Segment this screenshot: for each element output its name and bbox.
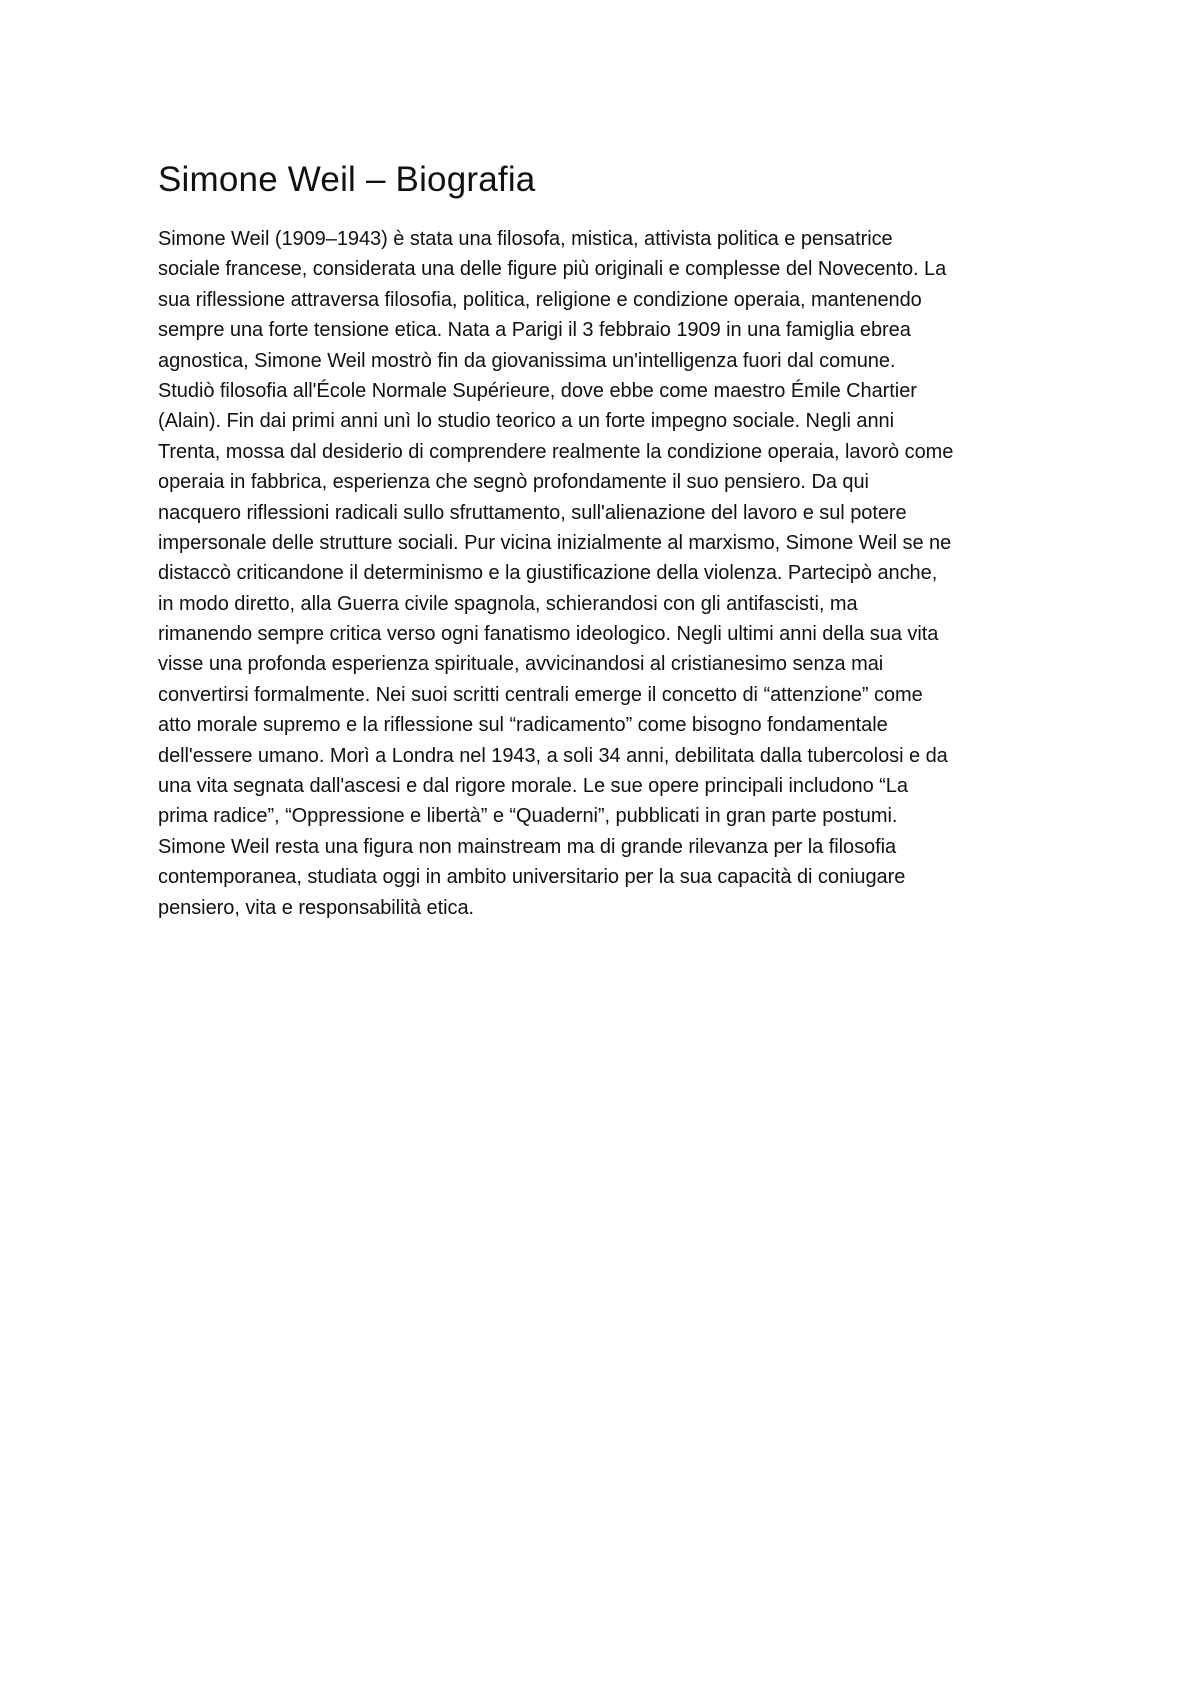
document-body <box>158 224 1058 923</box>
body-line: contemporanea, studiata oggi in ambito universitario per la sua capacità di coniugare <box>158 866 906 889</box>
body-line: Trenta, mossa dal desiderio di comprendere realmente la condizione operaia, lavorò come <box>158 440 954 463</box>
body-line: rimanendo sempre critica verso ogni fanatismo ideologico. Negli ultimi anni della sua vita <box>158 623 939 646</box>
body-line: operaia in fabbrica, esperienza che segnò profondamente il suo pensiero. Da qui <box>158 471 869 494</box>
body-line: in modo diretto, alla Guerra civile spagnola, schierandosi con gli antifascisti, ma <box>158 592 858 615</box>
body-line: visse una profonda esperienza spirituale, avvicinandosi al cristianesimo senza mai <box>158 653 884 676</box>
body-line: Studiò filosofia all'École Normale Supérieure, dove ebbe come maestro Émile Chartier <box>158 379 917 402</box>
body-line: nacquero riflessioni radicali sullo sfruttamento, sull'alienazione del lavoro e sul potere <box>158 501 907 524</box>
body-line: Simone Weil (1909–1943) è stata una filosofa, mistica, attivista politica e pensatrice <box>158 228 893 250</box>
body-line: Simone Weil resta una figura non mainstream ma di grande rilevanza per la filosofia <box>158 835 897 858</box>
body-line: dell'essere umano. Morì a Londra nel 1943, a soli 34 anni, debilitata dalla tubercolosi e da <box>158 744 948 767</box>
body-line: impersonale delle strutture sociali. Pur vicina inizialmente al marxismo, Simone Weil se ne <box>158 531 952 554</box>
body-line: (Alain). Fin dai primi anni unì lo studio teorico a un forte impegno sociale. Negli anni <box>158 410 894 433</box>
body-line: distaccò criticandone il determinismo e la giustificazione della violenza. Partecipò anche, <box>158 562 938 585</box>
body-line: convertirsi formalmente. Nei suoi scritti centrali emerge il concetto di “attenzione” come <box>158 683 923 706</box>
body-line: sua riflessione attraversa filosofia, politica, religione e condizione operaia, mantenendo <box>158 288 922 311</box>
body-line: sociale francese, considerata una delle figure più originali e complesse del Novecento. La <box>158 258 947 281</box>
body-line: sempre una forte tensione etica. Nata a Parigi il 3 febbraio 1909 in una famiglia ebrea <box>158 319 911 342</box>
body-line: pensiero, vita e responsabilità etica. <box>158 896 475 919</box>
body-line: prima radice”, “Oppressione e libertà” e “Quaderni”, pubblicati in gran parte postumi. <box>158 805 898 828</box>
body-line: una vita segnata dall'ascesi e dal rigore morale. Le sue opere principali includono “La <box>158 775 908 798</box>
body-line: agnostica, Simone Weil mostrò fin da giovanissima un'intelligenza fuori dal comune. <box>158 349 896 372</box>
body-line: atto morale supremo e la riflessione sul “radicamento” come bisogno fondamentale <box>158 714 888 737</box>
document-title: Simone Weil – Biografia <box>158 160 536 199</box>
